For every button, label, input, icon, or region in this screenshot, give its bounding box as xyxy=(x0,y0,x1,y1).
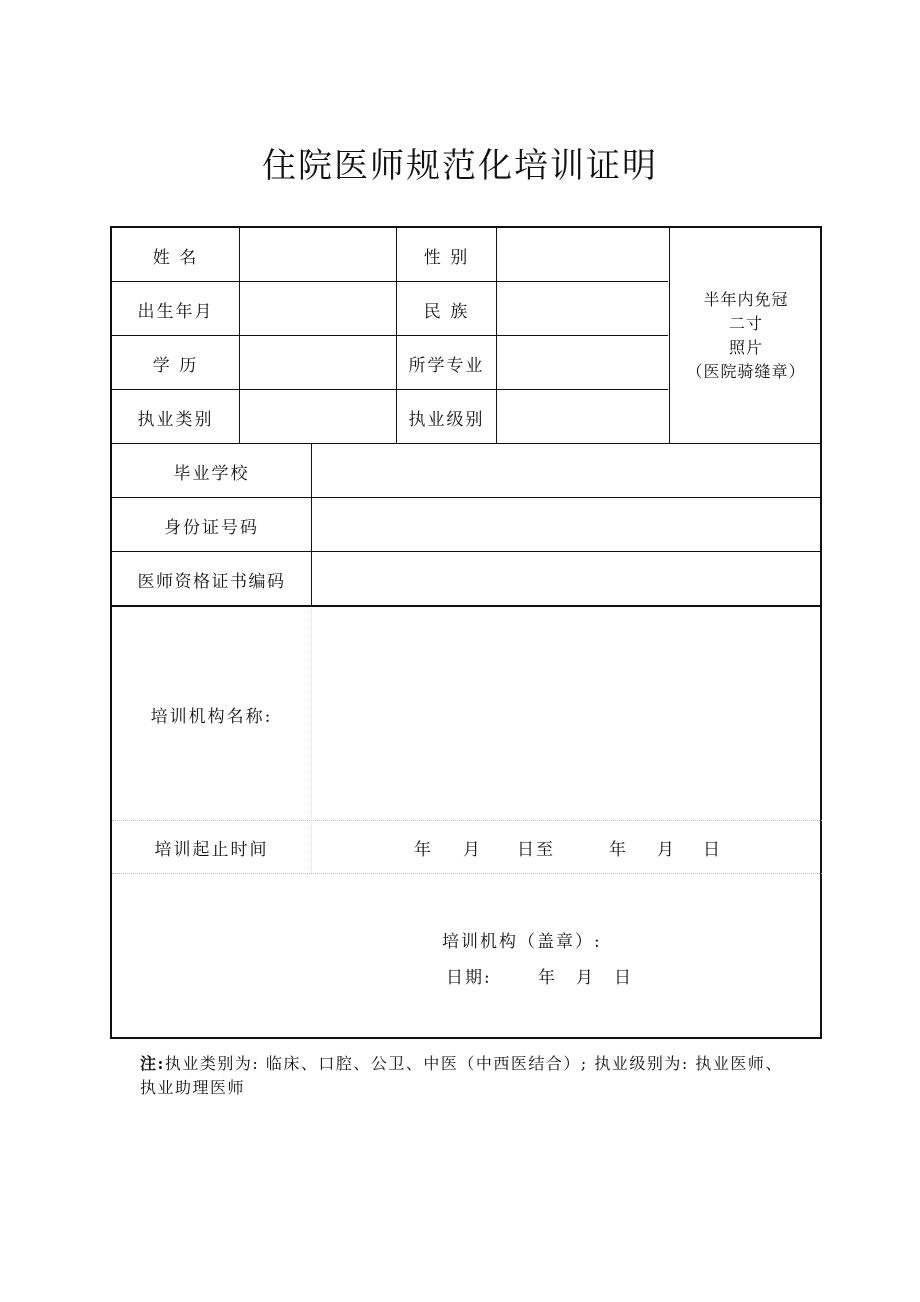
institution-field[interactable] xyxy=(312,608,822,820)
footnote xyxy=(140,1052,800,1100)
name-label: 姓 名 xyxy=(152,247,199,268)
date-day: 日 xyxy=(614,967,633,988)
birth-field[interactable] xyxy=(240,282,396,336)
period-day-2: 日 xyxy=(703,839,722,860)
photo-box xyxy=(670,228,822,444)
cert-field[interactable] xyxy=(312,552,822,606)
stamp-label: 培训机构（盖章）: xyxy=(442,931,602,952)
period-field[interactable] xyxy=(312,821,822,873)
institution-label: 培训机构名称: xyxy=(150,706,273,727)
major-field[interactable] xyxy=(497,336,669,390)
period-month-1: 月 xyxy=(463,839,482,860)
practice-type-field[interactable] xyxy=(240,390,396,444)
photo-line-2: 二寸 xyxy=(728,314,763,333)
gender-label: 性 别 xyxy=(423,247,470,268)
practice-level-label: 执业级别 xyxy=(408,409,485,430)
id-field[interactable] xyxy=(312,498,822,552)
major-label: 所学专业 xyxy=(408,355,485,376)
ethnicity-label: 民 族 xyxy=(423,301,470,322)
school-label: 毕业学校 xyxy=(173,463,250,484)
education-label: 学 历 xyxy=(152,355,199,376)
practice-level-field[interactable] xyxy=(497,390,669,444)
certificate-form xyxy=(110,226,822,1039)
photo-line-4: （医院骑缝章） xyxy=(686,362,806,381)
id-label: 身份证号码 xyxy=(164,517,259,538)
note-text: 执业类别为: 临床、口腔、公卫、中医（中西医结合）; 执业级别为: 执业医师、执业助理医师 xyxy=(140,1054,783,1097)
gender-field[interactable] xyxy=(497,228,669,282)
dotted-divider xyxy=(112,873,822,874)
page-title: 住院医师规范化培训证明 xyxy=(262,146,658,186)
period-year-1: 年 xyxy=(414,839,433,860)
ethnicity-field[interactable] xyxy=(497,282,669,336)
signature-date[interactable] xyxy=(442,962,662,988)
education-field[interactable] xyxy=(240,336,396,390)
date-year: 年 xyxy=(538,967,557,988)
photo-line-1: 半年内免冠 xyxy=(703,290,789,309)
birth-label: 出生年月 xyxy=(137,301,214,322)
date-label: 日期: xyxy=(446,967,492,988)
period-month-2: 月 xyxy=(657,839,676,860)
school-field[interactable] xyxy=(312,444,822,498)
name-field[interactable] xyxy=(240,228,396,282)
note-prefix: 注: xyxy=(140,1054,165,1073)
period-label: 培训起止时间 xyxy=(154,839,269,860)
photo-line-3: 照片 xyxy=(728,338,763,357)
period-year-2: 年 xyxy=(609,839,628,860)
date-month: 月 xyxy=(576,967,595,988)
cert-label: 医师资格证书编码 xyxy=(137,571,286,592)
practice-type-label: 执业类别 xyxy=(137,409,214,430)
period-day-to: 日至 xyxy=(517,839,555,860)
